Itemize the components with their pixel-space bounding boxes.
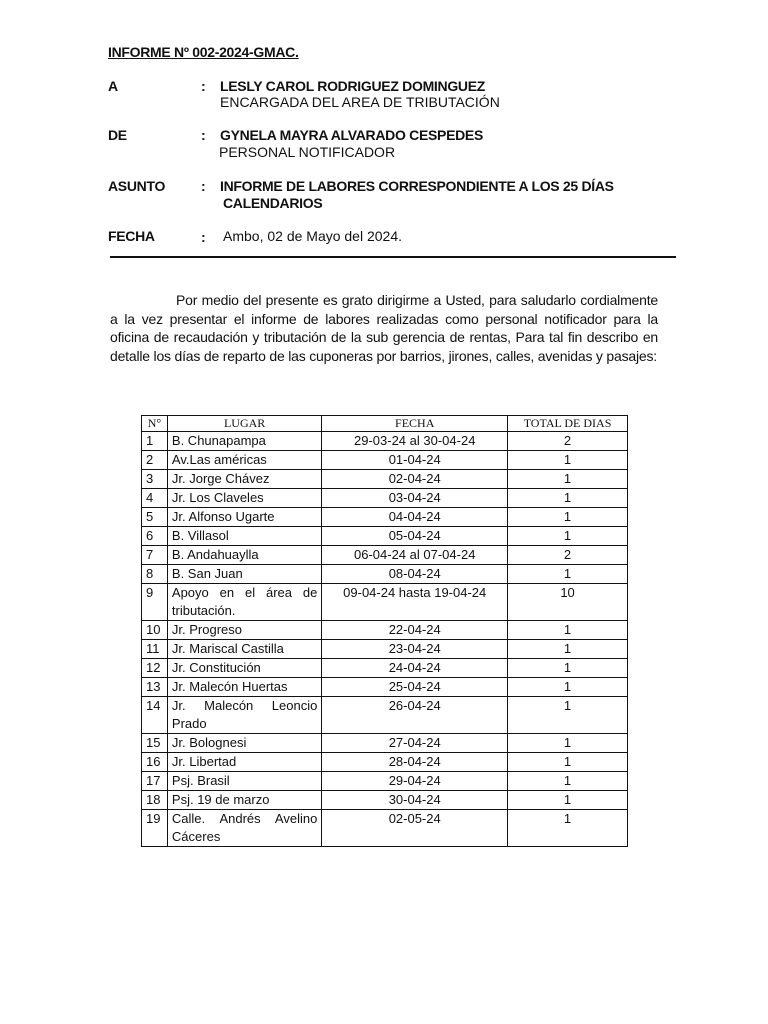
subject-label: ASUNTO (108, 178, 166, 194)
table-row (142, 697, 628, 734)
cell-place: Jr. Malecón Leoncio Prado (167, 697, 321, 734)
cell-total-days: 1 (508, 734, 628, 753)
cell-date: 24-04-24 (322, 659, 508, 678)
cell-place: Jr. Jorge Chávez (167, 470, 321, 489)
cell-total-days: 1 (508, 451, 628, 470)
cell-date: 04-04-24 (322, 508, 508, 527)
date-value: Ambo, 02 de Mayo del 2024. (223, 228, 403, 244)
cell-date: 28-04-24 (322, 753, 508, 772)
cell-date: 29-03-24 al 30-04-24 (322, 432, 508, 451)
table-row (142, 432, 628, 451)
table-row (142, 640, 628, 659)
table-row (142, 489, 628, 508)
cell-date: 03-04-24 (322, 489, 508, 508)
cell-total-days: 1 (508, 489, 628, 508)
cell-place: Calle. Andrés Avelino Cáceres (167, 810, 321, 847)
cell-date: 06-04-24 al 07-04-24 (322, 546, 508, 565)
header-cell-number: N° (142, 416, 168, 432)
cell-place: Jr. Malecón Huertas (167, 678, 321, 697)
cell-place: Av.Las américas (167, 451, 321, 470)
cell-number: 9 (142, 584, 168, 621)
table-row (142, 791, 628, 810)
cell-number: 2 (142, 451, 168, 470)
to-name: LESLY CAROL RODRIGUEZ DOMINGUEZ (220, 78, 486, 94)
table-row (142, 621, 628, 640)
cell-date: 26-04-24 (322, 697, 508, 734)
cell-number: 11 (142, 640, 168, 659)
cell-place: Psj. 19 de marzo (167, 791, 321, 810)
cell-date: 30-04-24 (322, 791, 508, 810)
header-cell-date: FECHA (322, 416, 508, 432)
cell-number: 17 (142, 772, 168, 791)
table-row (142, 565, 628, 584)
date-label: FECHA (108, 228, 155, 244)
table-row (142, 772, 628, 791)
subject-line-2: CALENDARIOS (223, 195, 323, 211)
cell-number: 6 (142, 527, 168, 546)
from-role: PERSONAL NOTIFICADOR (219, 144, 396, 160)
cell-number: 13 (142, 678, 168, 697)
cell-date: 27-04-24 (322, 734, 508, 753)
cell-number: 7 (142, 546, 168, 565)
cell-place: B. Villasol (167, 527, 321, 546)
table-row (142, 546, 628, 565)
cell-place: Apoyo en el área de tributación. (167, 584, 321, 621)
report-title: INFORME Nº 002-2024-GMAC. (108, 44, 299, 60)
cell-total-days: 1 (508, 621, 628, 640)
to-colon: : (201, 78, 206, 94)
table-row (142, 810, 628, 847)
to-role: ENCARGADA DEL AREA DE TRIBUTACIÓN (220, 94, 500, 110)
cell-number: 4 (142, 489, 168, 508)
cell-place: Jr. Alfonso Ugarte (167, 508, 321, 527)
cell-place: Jr. Mariscal Castilla (167, 640, 321, 659)
table-body (142, 432, 628, 847)
cell-number: 15 (142, 734, 168, 753)
cell-date: 22-04-24 (322, 621, 508, 640)
cell-total-days: 1 (508, 659, 628, 678)
labor-table (141, 415, 628, 847)
cell-number: 14 (142, 697, 168, 734)
cell-number: 3 (142, 470, 168, 489)
cell-place: Jr. Los Claveles (167, 489, 321, 508)
body-paragraph: Por medio del presente es grato dirigirme a Usted, para saludarlo cordialmente a la vez presentar el informe de labores realizadas como personal notificador para la oficina de recaudación y tributación de la sub gerencia de rentas, Para tal fin describo en detalle los días de reparto de las cuponeras por barrios, jirones, calles, avenidas y pasajes: (110, 292, 658, 364)
cell-total-days: 1 (508, 697, 628, 734)
from-name: GYNELA MAYRA ALVARADO CESPEDES (220, 127, 483, 143)
table-row (142, 508, 628, 527)
table-row (142, 527, 628, 546)
table-row (142, 659, 628, 678)
cell-total-days: 1 (508, 678, 628, 697)
cell-date: 29-04-24 (322, 772, 508, 791)
table-row (142, 734, 628, 753)
cell-total-days: 1 (508, 753, 628, 772)
cell-number: 1 (142, 432, 168, 451)
cell-total-days: 2 (508, 546, 628, 565)
table-row (142, 678, 628, 697)
cell-number: 8 (142, 565, 168, 584)
cell-date: 01-04-24 (322, 451, 508, 470)
cell-number: 5 (142, 508, 168, 527)
cell-date: 23-04-24 (322, 640, 508, 659)
header-divider (110, 256, 676, 258)
cell-place: Jr. Progreso (167, 621, 321, 640)
cell-place: B. Andahuaylla (167, 546, 321, 565)
header-cell-place: LUGAR (167, 416, 321, 432)
cell-place: B. San Juan (167, 565, 321, 584)
cell-number: 16 (142, 753, 168, 772)
from-colon: : (201, 127, 206, 143)
cell-place: Jr. Libertad (167, 753, 321, 772)
cell-total-days: 1 (508, 640, 628, 659)
cell-total-days: 10 (508, 584, 628, 621)
from-label: DE (108, 127, 127, 143)
to-label: A (108, 78, 118, 94)
cell-place: Jr. Constitución (167, 659, 321, 678)
cell-place: Psj. Brasil (167, 772, 321, 791)
subject-colon: : (201, 178, 206, 194)
cell-total-days: 2 (508, 432, 628, 451)
cell-number: 19 (142, 810, 168, 847)
date-colon: : (201, 229, 206, 245)
cell-total-days: 1 (508, 565, 628, 584)
cell-number: 12 (142, 659, 168, 678)
cell-total-days: 1 (508, 470, 628, 489)
cell-date: 08-04-24 (322, 565, 508, 584)
cell-total-days: 1 (508, 810, 628, 847)
table-row (142, 584, 628, 621)
cell-total-days: 1 (508, 772, 628, 791)
table-header-row (142, 416, 628, 432)
header-cell-total-days: TOTAL DE DIAS (508, 416, 628, 432)
cell-total-days: 1 (508, 527, 628, 546)
cell-number: 18 (142, 791, 168, 810)
cell-total-days: 1 (508, 791, 628, 810)
table-row (142, 451, 628, 470)
cell-number: 10 (142, 621, 168, 640)
cell-total-days: 1 (508, 508, 628, 527)
cell-date: 05-04-24 (322, 527, 508, 546)
cell-date: 25-04-24 (322, 678, 508, 697)
cell-date: 02-05-24 (322, 810, 508, 847)
table-row (142, 753, 628, 772)
table-row (142, 470, 628, 489)
cell-date: 02-04-24 (322, 470, 508, 489)
cell-place: Jr. Bolognesi (167, 734, 321, 753)
cell-place: B. Chunapampa (167, 432, 321, 451)
subject-line-1: INFORME DE LABORES CORRESPONDIENTE A LOS 25 DÍAS (220, 178, 614, 194)
cell-date: 09-04-24 hasta 19-04-24 (322, 584, 508, 621)
